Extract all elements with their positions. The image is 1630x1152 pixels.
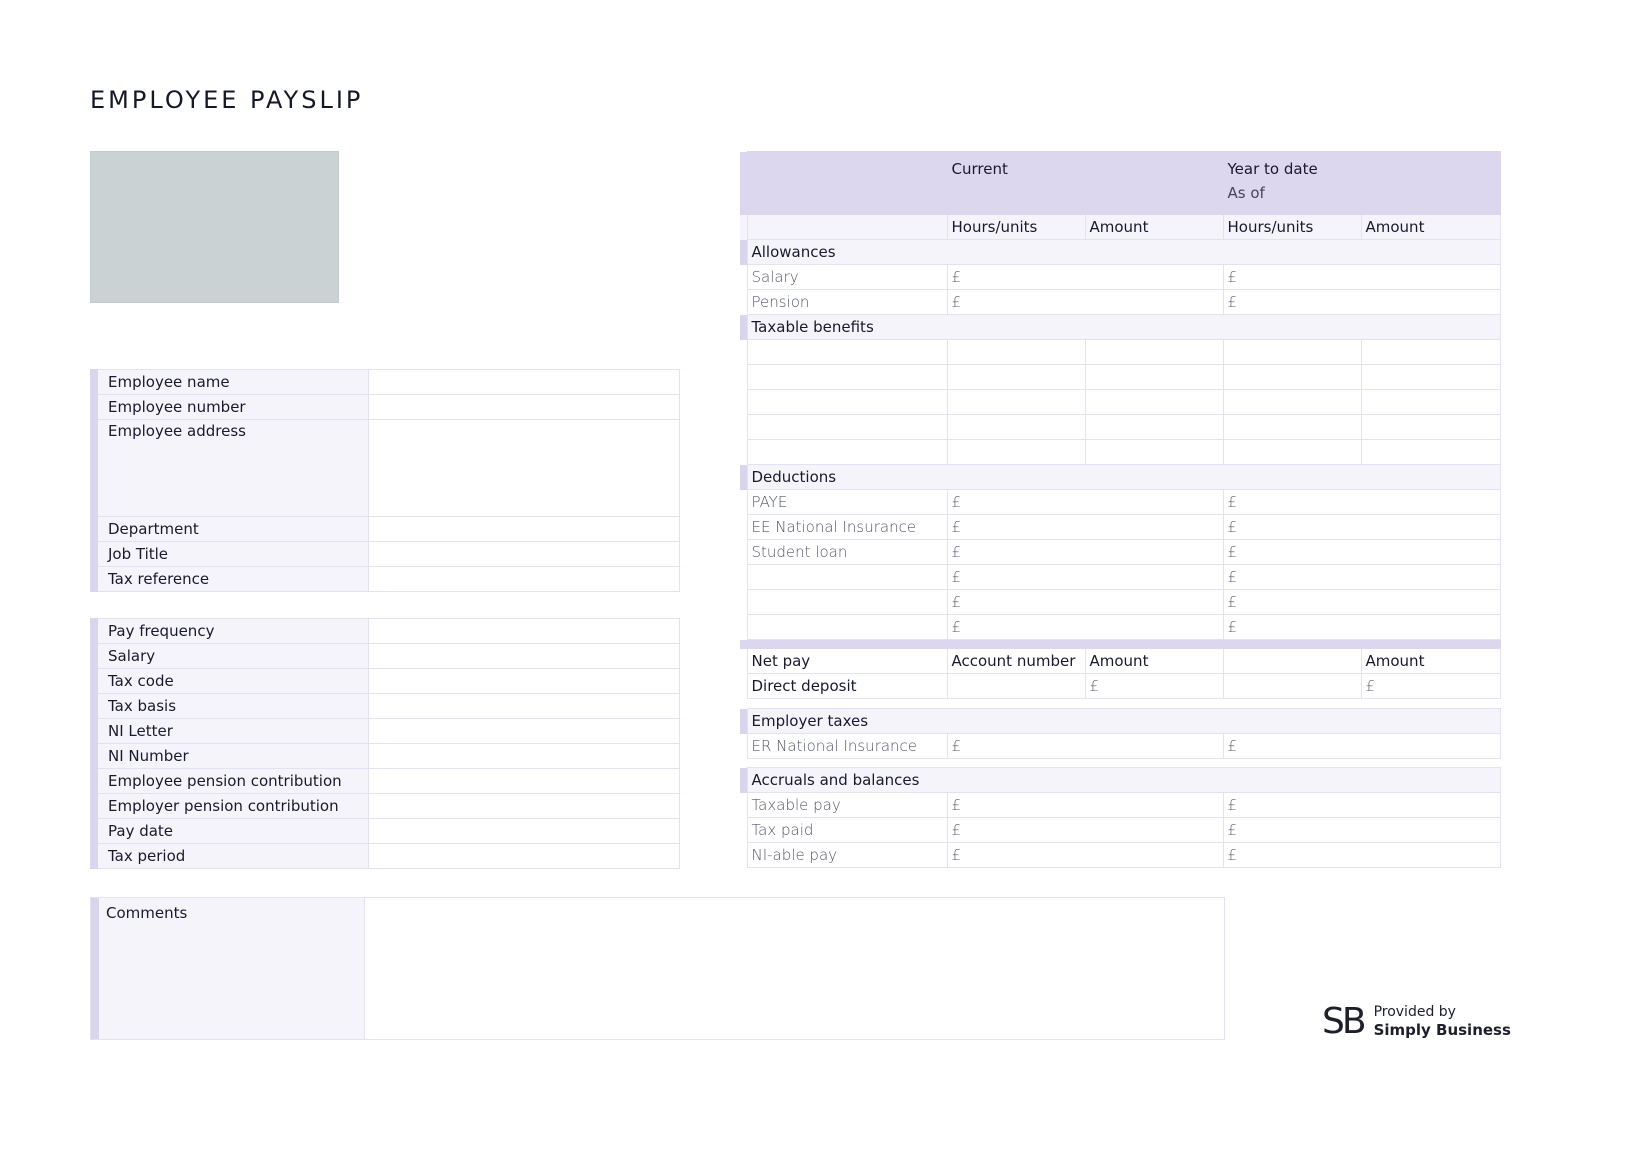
field-row bbox=[94, 694, 680, 719]
employee-address-input[interactable] bbox=[368, 420, 680, 517]
field-label: Tax period bbox=[94, 844, 368, 869]
column-header-row bbox=[740, 215, 1500, 240]
field-row bbox=[94, 395, 680, 420]
table-row: NI-able pay £ £ bbox=[740, 843, 1500, 868]
ytd-header: Year to date As of bbox=[1223, 152, 1500, 215]
ni-number-input[interactable] bbox=[368, 744, 680, 769]
field-row bbox=[94, 669, 680, 694]
table-row bbox=[740, 415, 1500, 440]
col-amount: Amount bbox=[1085, 215, 1223, 240]
section-taxable-benefits: Taxable benefits bbox=[747, 315, 1500, 340]
comments-box bbox=[90, 897, 1225, 1040]
field-label: Pay date bbox=[94, 819, 368, 844]
tax-code-input[interactable] bbox=[368, 669, 680, 694]
department-input[interactable] bbox=[368, 517, 680, 542]
table-row: Pension £ £ bbox=[740, 290, 1500, 315]
section-accruals: Accruals and balances bbox=[747, 768, 1500, 793]
field-row bbox=[94, 794, 680, 819]
field-row bbox=[94, 719, 680, 744]
field-row bbox=[94, 517, 680, 542]
table-header bbox=[740, 152, 1500, 215]
section-allowances: Allowances bbox=[747, 240, 1500, 265]
table-row: £ £ bbox=[740, 565, 1500, 590]
field-label: Employer pension contribution bbox=[94, 794, 368, 819]
table-row: ER National Insurance £ £ bbox=[740, 734, 1500, 759]
pay-details-table bbox=[90, 618, 680, 869]
field-label: Tax basis bbox=[94, 694, 368, 719]
table-row: Taxable pay £ £ bbox=[740, 793, 1500, 818]
table-row: EE National Insurance £ £ bbox=[740, 515, 1500, 540]
table-row bbox=[740, 365, 1500, 390]
provider-brand bbox=[1322, 1000, 1511, 1042]
tax-period-input[interactable] bbox=[368, 844, 680, 869]
net-pay-header-row: Net pay Account number Amount Amount bbox=[740, 649, 1500, 674]
field-label: Tax reference bbox=[94, 567, 368, 592]
field-row bbox=[94, 819, 680, 844]
direct-deposit-row: Direct deposit £ £ bbox=[740, 674, 1500, 699]
salary-input[interactable] bbox=[368, 644, 680, 669]
table-row bbox=[740, 340, 1500, 365]
accruals-table bbox=[740, 767, 1501, 868]
field-row bbox=[94, 644, 680, 669]
field-row bbox=[94, 542, 680, 567]
table-row bbox=[740, 390, 1500, 415]
table-row: Salary £ £ bbox=[740, 265, 1500, 290]
table-row: Student loan £ £ bbox=[740, 540, 1500, 565]
col-ytd-hours: Hours/units bbox=[1223, 215, 1361, 240]
employee-details-table bbox=[90, 369, 680, 592]
table-row: £ £ bbox=[740, 615, 1500, 640]
employee-pension-input[interactable] bbox=[368, 769, 680, 794]
current-header: Current bbox=[947, 152, 1223, 215]
provided-by-label: Provided by bbox=[1373, 1004, 1456, 1020]
field-label: Employee pension contribution bbox=[94, 769, 368, 794]
tax-reference-input[interactable] bbox=[368, 567, 680, 592]
field-label: NI Letter bbox=[94, 719, 368, 744]
field-label: Employee address bbox=[94, 420, 368, 517]
field-row bbox=[94, 769, 680, 794]
field-row bbox=[94, 420, 680, 517]
field-row bbox=[94, 370, 680, 395]
col-hours: Hours/units bbox=[947, 215, 1085, 240]
company-logo-placeholder[interactable] bbox=[90, 151, 339, 303]
field-label: Tax code bbox=[94, 669, 368, 694]
field-label: Employee number bbox=[94, 395, 368, 420]
ytd-as-of: As of bbox=[1227, 184, 1265, 202]
field-row bbox=[94, 744, 680, 769]
table-row: £ £ bbox=[740, 590, 1500, 615]
comments-label: Comments bbox=[91, 898, 365, 1039]
account-number-input[interactable] bbox=[947, 674, 1085, 699]
comments-input[interactable] bbox=[365, 898, 1224, 1039]
field-label: Salary bbox=[94, 644, 368, 669]
employer-taxes-table bbox=[740, 708, 1501, 759]
tax-basis-input[interactable] bbox=[368, 694, 680, 719]
field-row bbox=[94, 619, 680, 644]
section-employer-taxes: Employer taxes bbox=[747, 709, 1500, 734]
employee-number-input[interactable] bbox=[368, 395, 680, 420]
field-label: Department bbox=[94, 517, 368, 542]
col-ytd-amount: Amount bbox=[1361, 215, 1500, 240]
table-row: PAYE £ £ bbox=[740, 490, 1500, 515]
table-row bbox=[740, 440, 1500, 465]
field-label: NI Number bbox=[94, 744, 368, 769]
page-title: EMPLOYEE PAYSLIP bbox=[90, 86, 364, 114]
section-deductions: Deductions bbox=[747, 465, 1500, 490]
ni-letter-input[interactable] bbox=[368, 719, 680, 744]
employer-pension-input[interactable] bbox=[368, 794, 680, 819]
pay-date-input[interactable] bbox=[368, 819, 680, 844]
table-row: Tax paid £ £ bbox=[740, 818, 1500, 843]
employee-name-input[interactable] bbox=[368, 370, 680, 395]
field-row bbox=[94, 844, 680, 869]
field-label: Pay frequency bbox=[94, 619, 368, 644]
earnings-deductions-table bbox=[740, 151, 1501, 699]
pay-frequency-input[interactable] bbox=[368, 619, 680, 644]
sb-logo-icon: SB bbox=[1322, 1000, 1364, 1042]
field-label: Employee name bbox=[94, 370, 368, 395]
job-title-input[interactable] bbox=[368, 542, 680, 567]
field-row bbox=[94, 567, 680, 592]
brand-name: Simply Business bbox=[1373, 1021, 1511, 1039]
field-label: Job Title bbox=[94, 542, 368, 567]
